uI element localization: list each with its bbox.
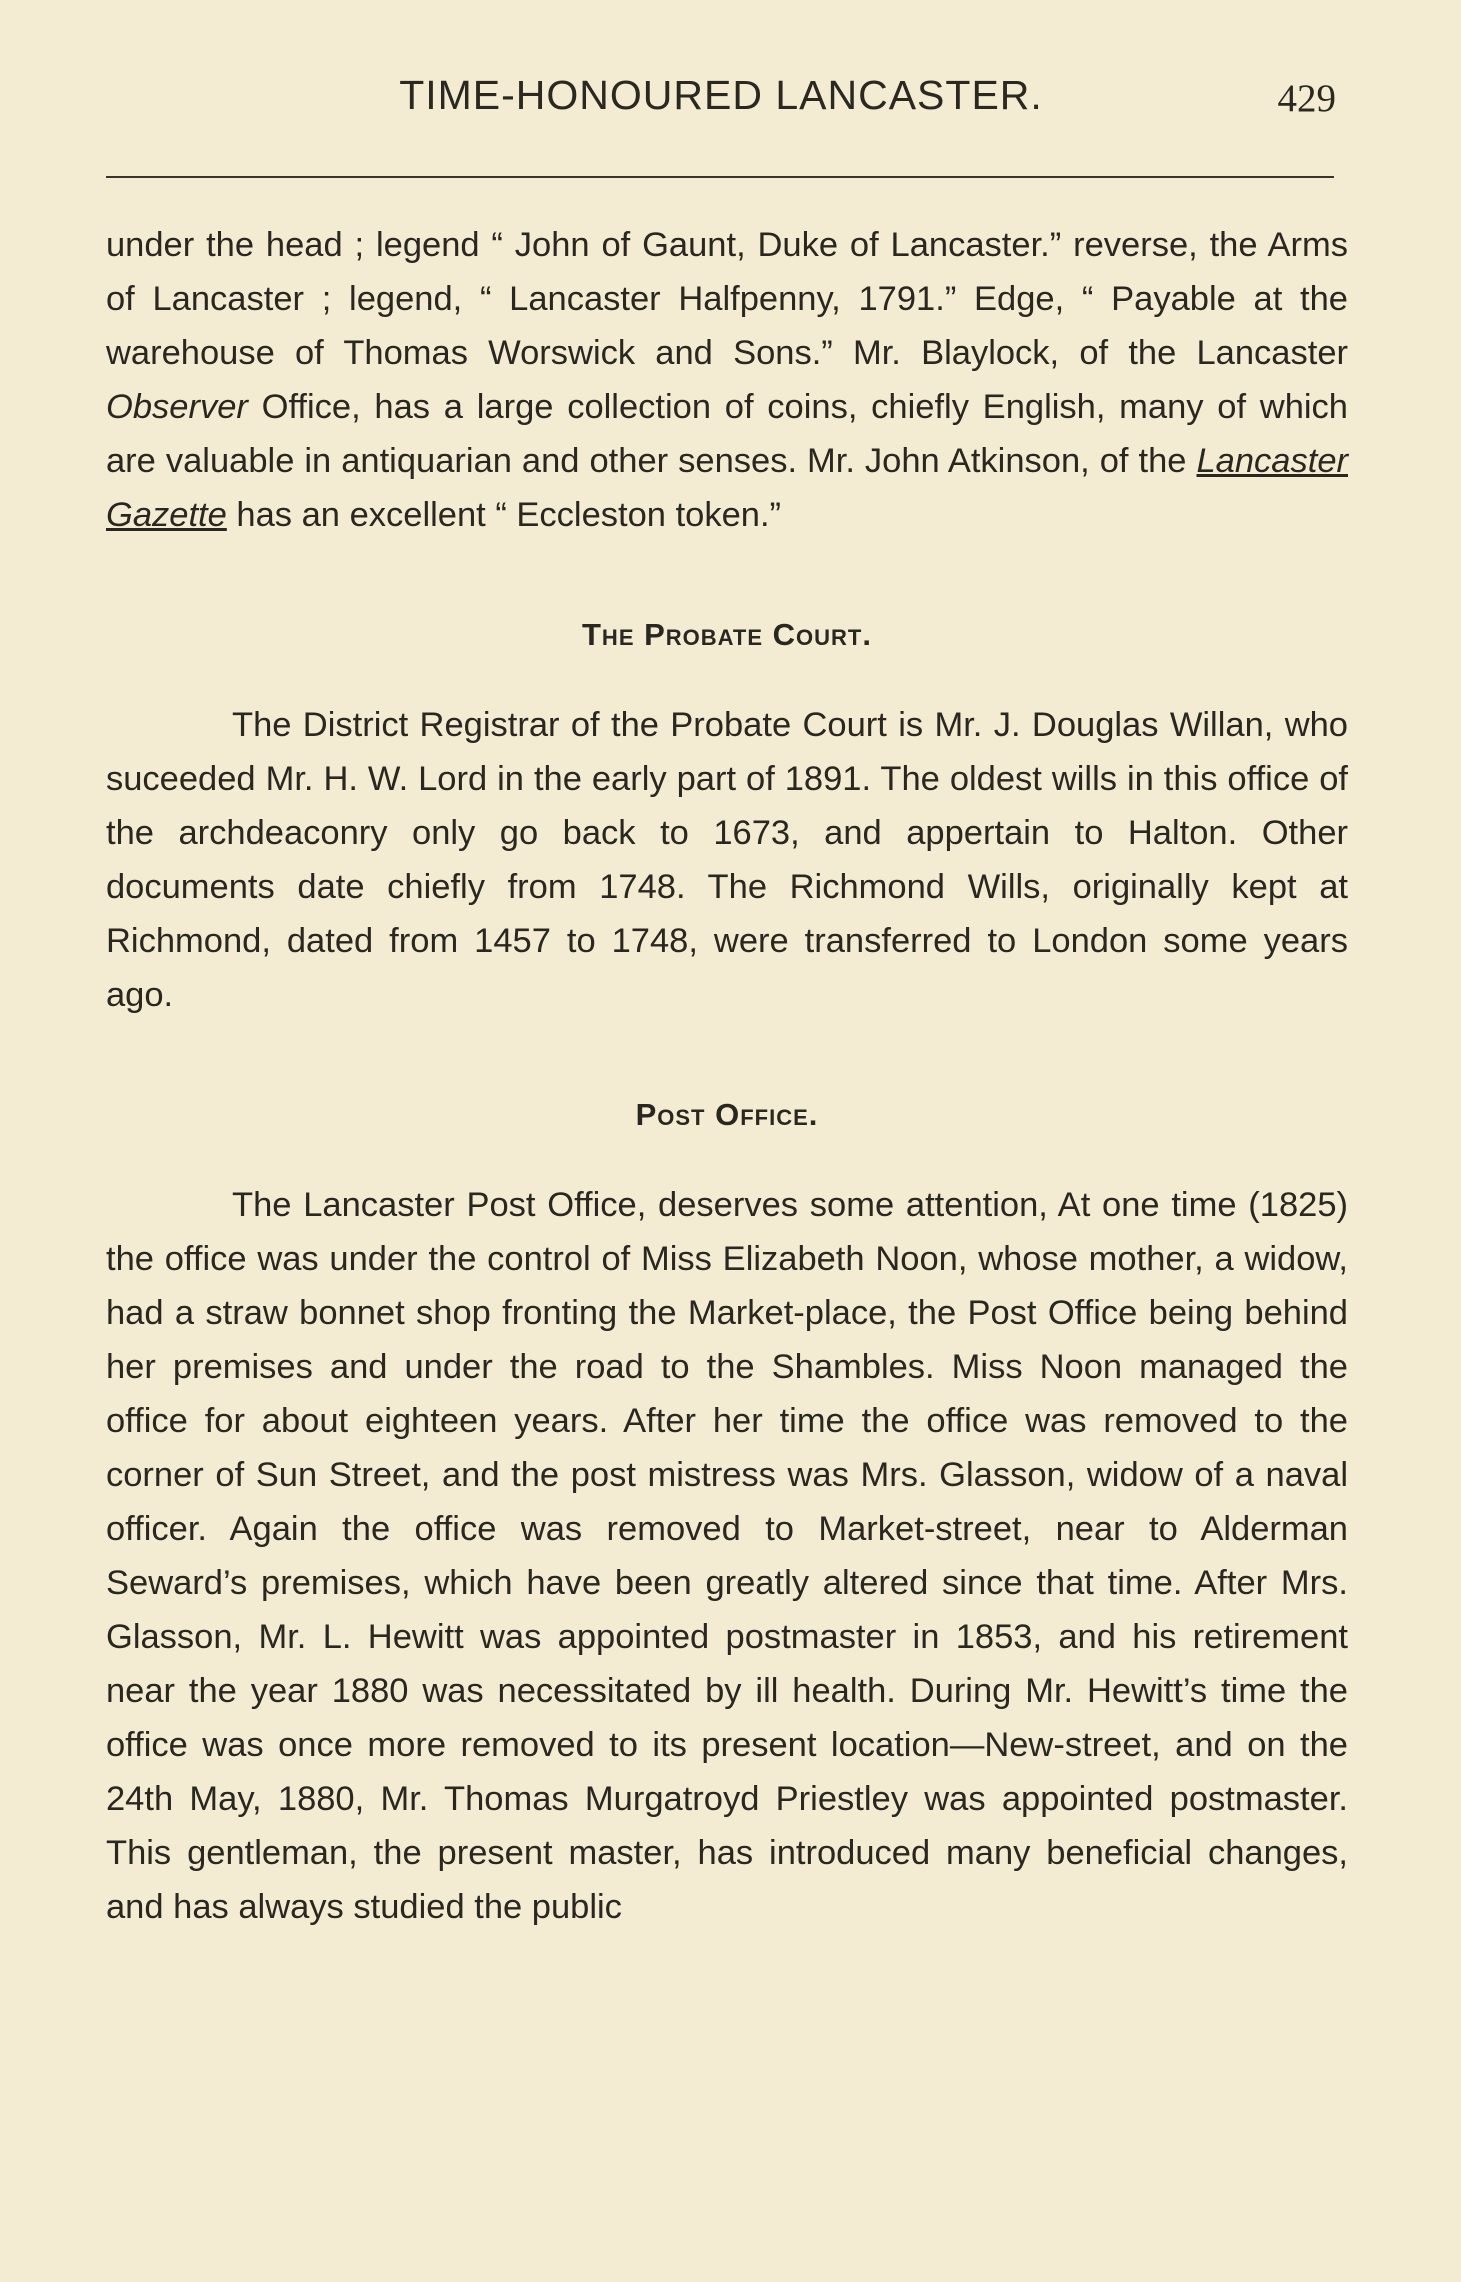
- heading-post-office: Post Office.: [635, 1097, 819, 1132]
- running-title: TIME-HONOURED LANCASTER.: [399, 72, 1043, 118]
- paragraph-probate: The District Registrar of the Probate Court is Mr. J. Douglas Willan, who suceeded Mr. H. W. Lord in the early part of 1891. The oldest wills in this office of the archdeaconry only go back to 1673, and appertain to Halton. Other documents date chiefly from 1748. The Richmond Wills, originally kept at Richmond, dated from 1457 to 1748, were transferred to London some years ago.: [106, 706, 1348, 1014]
- header-rule: [106, 176, 1334, 178]
- body-text: [106, 218, 1348, 1934]
- gazette-title: Lancaster Gazette: [106, 442, 1348, 534]
- coins-text-1: under the head ; legend “ John of Gaunt, Duke of Lancaster.” reverse, the Arms of Lancaster ; legend, “ Lancaster Halfpenny, 1791.” Edge, “ Payable at the warehouse of Thomas Worswick and Sons.” Mr. Blaylock, of the Lancaster: [106, 226, 1348, 372]
- paragraph-post-office: The Lancaster Post Office, deserves some attention, At one time (1825) the office was under the control of Miss Elizabeth Noon, whose mother, a widow, had a straw bonnet shop fronting the Market-place, the Post Office being behind her premises and under the road to the Shambles. Miss Noon managed the office for about eighteen years. After her time the office was removed to the corner of Sun Street, and the post mistress was Mrs. Glasson, widow of a naval officer. Again the office was removed to Market-street, near to Alderman Seward’s premises, which have been greatly altered since that time. After Mrs. Glasson, Mr. L. Hewitt was appointed postmaster in 1853, and his retirement near the year 1880 was necessitated by ill health. During Mr. Hewitt’s time the office was once more removed to its present location—New-street, and on the 24th May, 1880, Mr. Thomas Murgatroyd Priestley was appointed postmaster. This gentleman, the present master, has introduced many beneficial changes, and has always studied the public: [106, 1186, 1348, 1926]
- page-number: 429: [1277, 77, 1336, 120]
- paragraph-coins: [106, 218, 1348, 542]
- running-head: [106, 72, 1336, 132]
- heading-probate-court: The Probate Court.: [582, 617, 872, 652]
- observer-title: Observer: [106, 388, 248, 426]
- coins-text-2: Office, has a large collection of coins, chiefly English, many of which are valuable in antiquarian and other senses. Mr. John Atkinson, of the: [106, 388, 1348, 480]
- coins-text-3: has an excellent “ Eccleston token.”: [226, 496, 782, 534]
